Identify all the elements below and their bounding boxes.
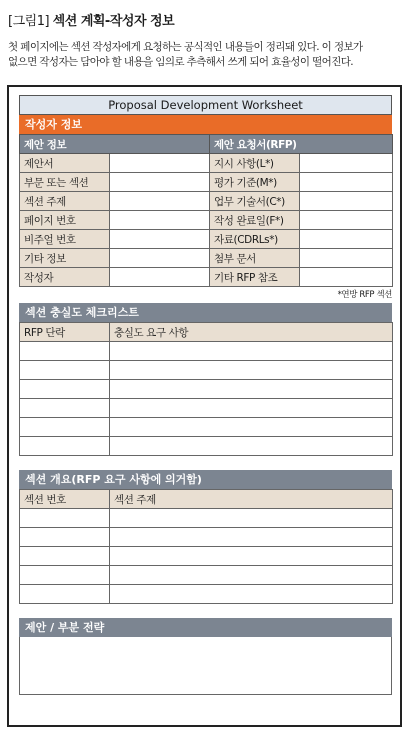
author-info-header: 작성자 정보: [19, 115, 392, 134]
worksheet-title: Proposal Development Worksheet: [19, 95, 392, 115]
field-value-cell[interactable]: [110, 230, 210, 249]
table-cell[interactable]: [20, 399, 110, 418]
table-cell[interactable]: [20, 361, 110, 380]
table-row: [20, 418, 393, 437]
table-row: [20, 268, 393, 287]
field-label: 첨부 문서: [210, 249, 300, 268]
table-row: [20, 173, 393, 192]
table-row: [20, 528, 393, 547]
figure-title: [8, 10, 174, 29]
worksheet-frame: [7, 85, 402, 727]
proposal-info-header: 제안 정보: [20, 135, 210, 154]
table-cell[interactable]: [20, 342, 110, 361]
field-label: 부문 또는 섹션: [20, 173, 110, 192]
field-value-cell[interactable]: [110, 268, 210, 287]
field-value-cell[interactable]: [300, 211, 393, 230]
rfp-header: 제안 요청서(RFP): [210, 135, 393, 154]
table-row: [20, 547, 393, 566]
field-label: 섹션 주제: [20, 192, 110, 211]
intro-line-2: 없으면 작성자는 담아야 할 내용을 임의로 추측해서 쓰게 되어 효율성이 떨어진다.: [8, 56, 354, 68]
table-cell[interactable]: [20, 528, 110, 547]
table-cell[interactable]: [110, 437, 393, 456]
field-label: 비주얼 번호: [20, 230, 110, 249]
field-label: 기타 RFP 참조: [210, 268, 300, 287]
table-row: [20, 342, 393, 361]
table-row: [20, 437, 393, 456]
table-row: [20, 399, 393, 418]
intro-line-1: 첫 페이지에는 섹션 작성자에게 요청하는 공식적인 내용들이 정리돼 있다. 이 정보가: [8, 41, 363, 53]
outline-column-row: [20, 490, 393, 509]
table-row: [20, 154, 393, 173]
field-value-cell[interactable]: [300, 173, 393, 192]
table-cell[interactable]: [110, 566, 393, 585]
field-value-cell[interactable]: [300, 249, 393, 268]
table-row: [20, 249, 393, 268]
field-value-cell[interactable]: [110, 211, 210, 230]
strategy-header: 제안 / 부분 전략: [19, 618, 392, 637]
worksheet: [19, 95, 392, 695]
outline-table: [19, 489, 393, 604]
table-cell[interactable]: [110, 585, 393, 604]
table-cell[interactable]: [20, 437, 110, 456]
section-gap: [19, 456, 392, 470]
field-value-cell[interactable]: [300, 230, 393, 249]
field-value-cell[interactable]: [110, 249, 210, 268]
field-label: 업무 기술서(C*): [210, 192, 300, 211]
table-cell[interactable]: [110, 361, 393, 380]
field-label: 작성자: [20, 268, 110, 287]
field-label: 페이지 번호: [20, 211, 110, 230]
table-cell[interactable]: [110, 418, 393, 437]
compliance-column-row: [20, 323, 393, 342]
column-header: 섹션 번호: [20, 490, 110, 509]
table-cell[interactable]: [20, 566, 110, 585]
table-row: [20, 509, 393, 528]
table-cell[interactable]: [110, 547, 393, 566]
field-value-cell[interactable]: [300, 192, 393, 211]
author-info-header-row: [20, 135, 393, 154]
table-cell[interactable]: [110, 509, 393, 528]
table-cell[interactable]: [110, 380, 393, 399]
field-value-cell[interactable]: [110, 154, 210, 173]
table-cell[interactable]: [20, 380, 110, 399]
field-label: 평가 기준(M*): [210, 173, 300, 192]
strategy-box[interactable]: [19, 637, 392, 695]
field-value-cell[interactable]: [300, 154, 393, 173]
table-row: [20, 380, 393, 399]
column-header: 충실도 요구 사항: [110, 323, 393, 342]
table-cell[interactable]: [110, 528, 393, 547]
field-value-cell[interactable]: [110, 192, 210, 211]
figure-label: [그림1]: [8, 14, 50, 29]
field-value-cell[interactable]: [300, 268, 393, 287]
table-row: [20, 566, 393, 585]
table-row: [20, 192, 393, 211]
author-info-table: [19, 134, 393, 287]
table-row: [20, 211, 393, 230]
field-label: 제안서: [20, 154, 110, 173]
column-header: RFP 단락: [20, 323, 110, 342]
compliance-header: 섹션 충실도 체크리스트: [19, 303, 392, 322]
column-header: 섹션 주제: [110, 490, 393, 509]
table-cell[interactable]: [20, 585, 110, 604]
table-row: [20, 585, 393, 604]
field-label: 자료(CDRLs*): [210, 230, 300, 249]
table-cell[interactable]: [20, 418, 110, 437]
compliance-table: [19, 322, 393, 456]
field-label: 작성 완료일(F*): [210, 211, 300, 230]
table-cell[interactable]: [110, 342, 393, 361]
table-cell[interactable]: [20, 509, 110, 528]
table-cell[interactable]: [110, 399, 393, 418]
field-value-cell[interactable]: [110, 173, 210, 192]
field-label: 기타 정보: [20, 249, 110, 268]
table-row: [20, 230, 393, 249]
table-cell[interactable]: [20, 547, 110, 566]
section-gap: [19, 604, 392, 618]
footnote: *연방 RFP 섹션: [337, 290, 392, 300]
table-row: [20, 361, 393, 380]
outline-header: 섹션 개요(RFP 요구 사항에 의거함): [19, 470, 392, 489]
figure-heading: 섹션 계획-작성자 정보: [52, 14, 175, 29]
intro-paragraph: [8, 40, 406, 70]
field-label: 지시 사항(L*): [210, 154, 300, 173]
